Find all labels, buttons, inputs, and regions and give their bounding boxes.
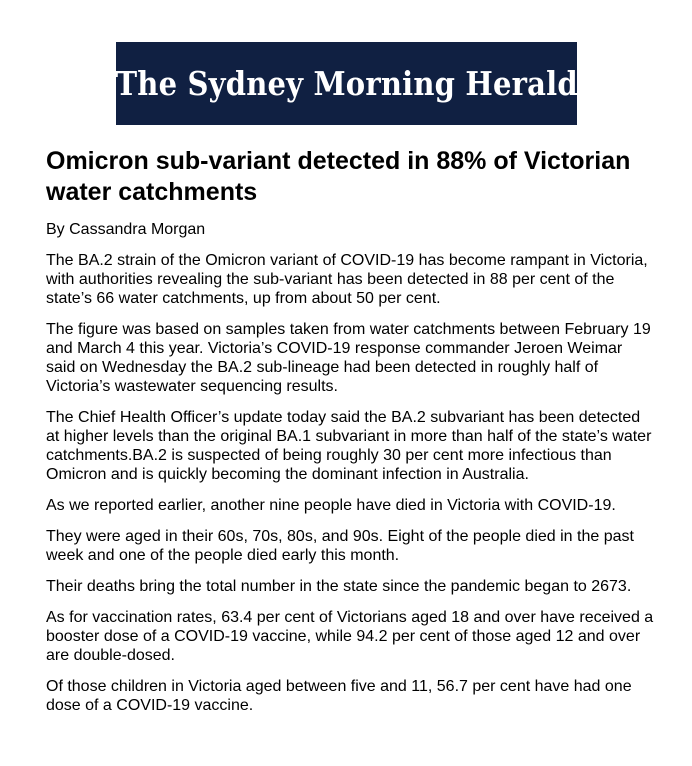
article-paragraph: The Chief Health Officer’s update today said the BA.2 subvariant has been detected at higher levels than the original BA.1 subvariant in more than half of the state’s water catchments.BA.2 is suspected of being roughly 30 per cent more infectious than Omicron and is quickly becoming the dominant infection in Australia. bbox=[46, 409, 652, 483]
masthead-banner bbox=[116, 42, 577, 125]
article-paragraph: As we reported earlier, another nine people have died in Victoria with COVID-19. bbox=[46, 497, 616, 514]
article-paragraph: As for vaccination rates, 63.4 per cent of Victorians aged 18 and over have received a booster dose of a COVID-19 vaccine, while 94.2 per cent of those aged 12 and over are double-dosed. bbox=[46, 609, 654, 664]
article bbox=[46, 146, 656, 715]
article-paragraph: Of those children in Victoria aged between five and 11, 56.7 per cent have had one dose of a COVID-19 vaccine. bbox=[46, 678, 632, 714]
article-paragraph: The figure was based on samples taken from water catchments between February 19 and March 4 this year. Victoria’s COVID-19 response commander Jeroen Weimar said on Wednesday the BA.2 sub-lineage had been detected in roughly half of Victoria’s wastewater sequencing results. bbox=[46, 321, 651, 395]
article-paragraph: The BA.2 strain of the Omicron variant of COVID-19 has become rampant in Victoria, with authorities revealing the sub-variant has been detected in 88 per cent of the state’s 66 water catchments, up from about 50 per cent. bbox=[46, 252, 648, 307]
article-paragraph: Their deaths bring the total number in the state since the pandemic began to 2673. bbox=[46, 578, 632, 595]
masthead-logo: The Sydney Morning Herald bbox=[115, 64, 578, 103]
article-paragraph: They were aged in their 60s, 70s, 80s, and 90s. Eight of the people died in the past week and one of the people died early this month. bbox=[46, 528, 634, 564]
article-headline: Omicron sub-variant detected in 88% of Victorian water catchments bbox=[46, 147, 631, 206]
article-byline: By Cassandra Morgan bbox=[46, 221, 206, 238]
